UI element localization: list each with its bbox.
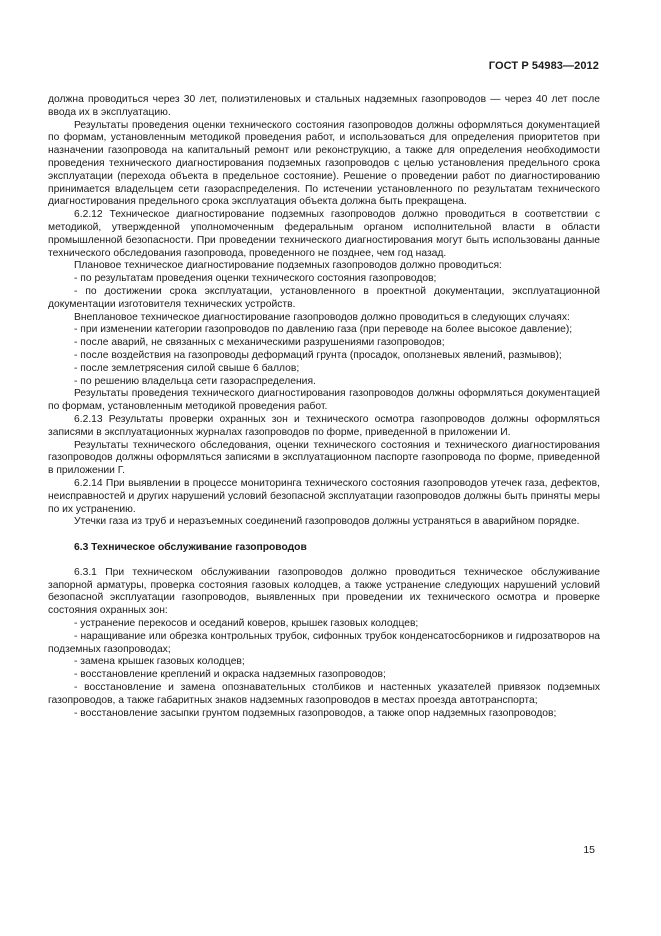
list-item: - устранение перекосов и оседаний коверов, крышек газовых колодцев; [74, 618, 419, 630]
paragraph: 6.2.14 При выявлении в процессе мониторинга технического состояния газопроводов утечек газа, дефектов, неисправностей и других нарушений условий безопасной эксплуатации газопроводов должны быть приняты меры по их устранению. [48, 477, 600, 515]
list-item: - по результатам проведения оценки технического состояния газопроводов; [74, 273, 437, 285]
document-code: ГОСТ Р 54983—2012 [488, 60, 599, 72]
document-body [48, 94, 600, 720]
list-item: - по достижении срока эксплуатации, установленного в проектной документации, эксплуатационной документации изготовителя технических устройств. [48, 285, 600, 310]
paragraph: Внеплановое техническое диагностирование газопроводов должно проводиться в следующих случаях: [74, 311, 570, 323]
list-item: - наращивание или обрезка контрольных трубок, сифонных трубок конденсатосборников и гидрозатворов на подземных газопроводах; [48, 630, 600, 655]
list-item: - восстановление и замена опознавательных столбиков и настенных указателей привязок подземных газопроводов, а также габаритных знаков надземных газопроводов в местах проезда автотранспорта; [48, 682, 600, 706]
list-item: - после землетрясения силой свыше 6 баллов; [74, 362, 300, 374]
paragraph: Плановое техническое диагностирование подземных газопроводов должно проводиться: [74, 260, 502, 272]
paragraph: Результаты проведения технического диагностирования газопроводов должны оформляться документацией по формам, установленным методикой проведения работ. [48, 388, 600, 413]
list-item: - по решению владельца сети газораспределения. [74, 375, 316, 387]
paragraph: 6.2.12 Техническое диагностирование подземных газопроводов должно проводиться в соответствии с методикой, утвержденной уполномоченным федеральным органом исполнительной власти в области промышленной безопасности. При проведении технического диагностирования могут быть использованы данные технического обследования газопровода, проведенного не позднее, чем год назад. [48, 209, 600, 259]
list-item: - замена крышек газовых колодцев; [74, 656, 245, 668]
paragraph: 6.3.1 При техническом обслуживании газопроводов должно проводиться техническое обслуживание запорной арматуры, проверка состояния газовых колодцев, а также устранение следующих нарушений условий безопасной эксплуатации газопроводов, выявленных при проведении их технического осмотра и проверке состояния охранных зон: [48, 566, 600, 617]
page-number: 15 [583, 844, 595, 856]
section-heading: 6.3 Техническое обслуживание газопроводов [74, 542, 307, 554]
list-item: - после аварий, не связанных с механическими разрушениями газопроводов; [74, 337, 445, 349]
list-item: - восстановление креплений и окраска надземных газопроводов; [74, 669, 386, 681]
list-item: - при изменении категории газопроводов по давлению газа (при переводе на более высокое давление); [74, 324, 573, 336]
list-item: - после воздействия на газопроводы деформаций грунта (просадок, оползневых явлений, размывов); [74, 349, 562, 361]
list-item: - восстановление засыпки грунтом подземных газопроводов, а также опор надземных газопроводов; [74, 707, 557, 719]
paragraph: 6.2.13 Результаты проверки охранных зон и технического осмотра газопроводов должны оформляться записями в эксплуатационных журналах газопроводов по форме, приведенной в приложении И. [48, 413, 600, 438]
paragraph: должна проводиться через 30 лет, полиэтиленовых и стальных надземных газопроводов — через 40 лет после ввода их в эксплуатацию. [48, 94, 600, 118]
paragraph: Результаты технического обследования, оценки технического состояния и технического диагностирования газопроводов должны оформляться записями в эксплуатационном паспорте газопровода по форме, приведенной в приложении Г. [48, 439, 600, 477]
paragraph: Утечки газа из труб и неразъемных соединений газопроводов должны устраняться в аварийном порядке. [74, 516, 580, 528]
paragraph: Результаты проведения оценки технического состояния газопроводов должны оформляться документацией по формам, установленным методикой проведения работ, и использоваться для определения приоритетов при назначении газопровода на капитальный ремонт или реконструкцию, а также для определения необходимости проведения технического диагностирования подземных газопроводов с целью установления предельного срока эксплуатации (перехода объекта в предельное состояние). Решение о проведении работ по диагностированию принимается владельцем сети газораспределения. По истечении установленного по результатам технического диагностирования предельного срока эксплуатация объекта должна быть прекращена. [48, 119, 600, 208]
